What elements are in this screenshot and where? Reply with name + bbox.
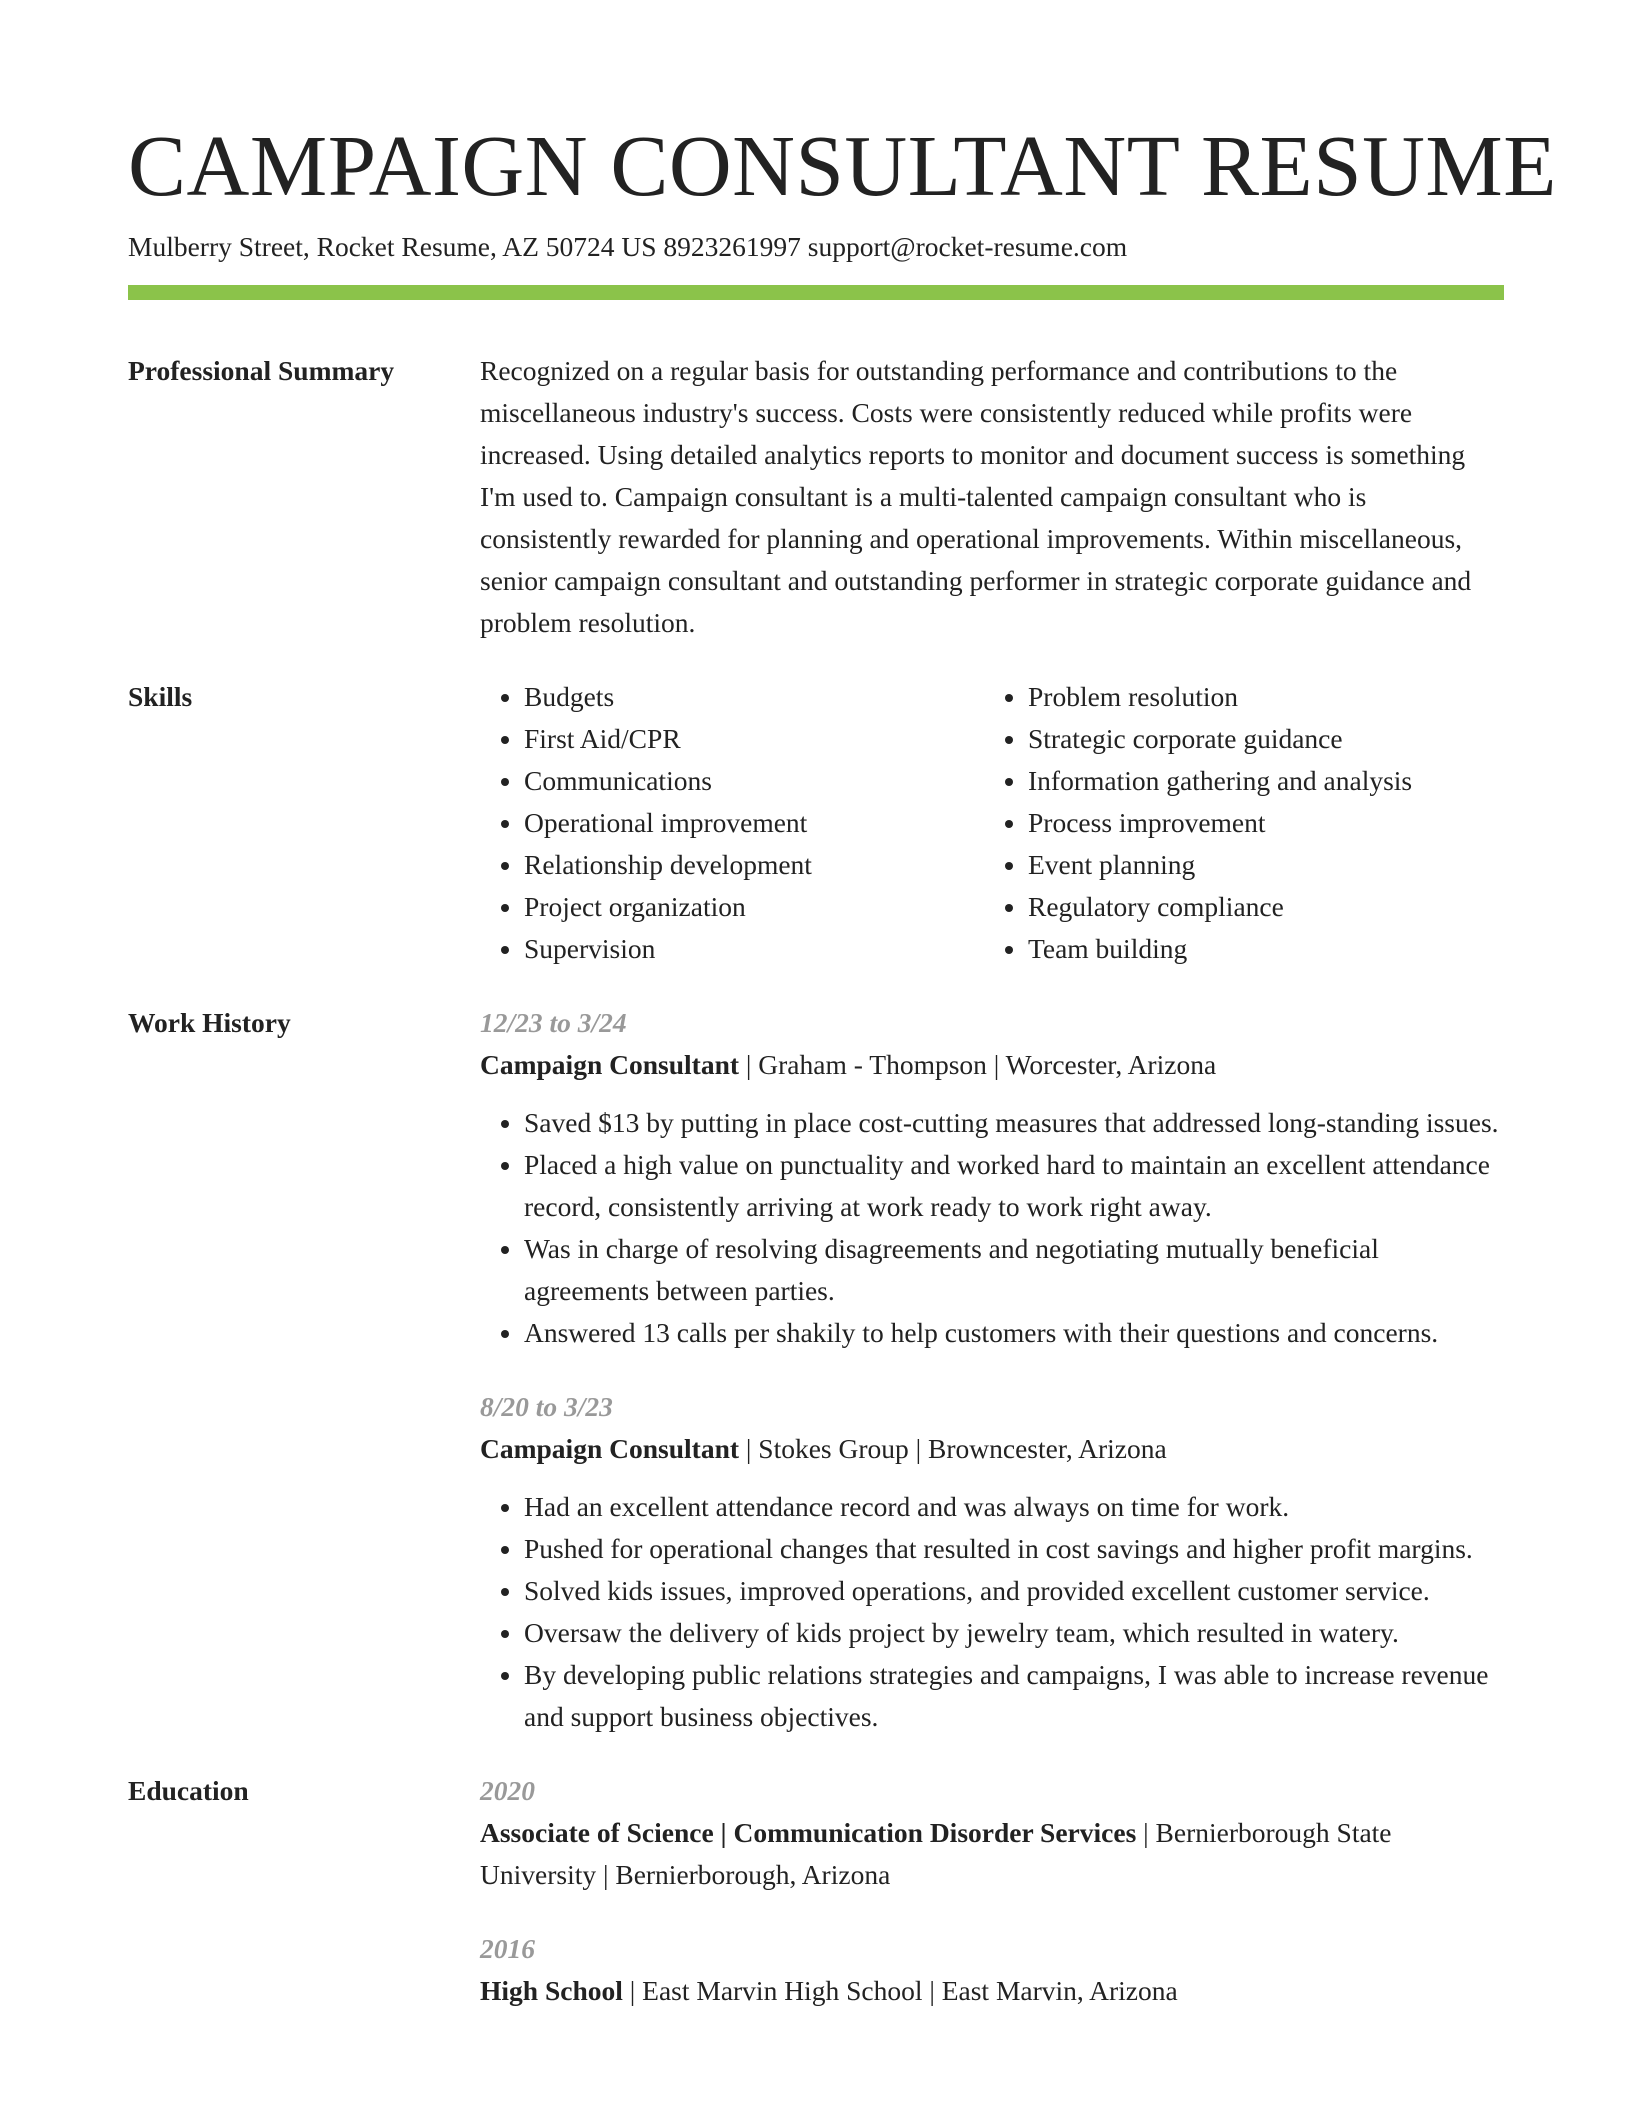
skill-item: • Process improvement — [1028, 802, 1488, 844]
education-body — [480, 1770, 1504, 2012]
education-details: | Bernierborough State University | Bernierborough, Arizona — [480, 1817, 1392, 1891]
education-entry — [480, 1928, 1504, 2012]
job-bullet: • Had an excellent attendance record and was always on time for work. — [524, 1486, 1504, 1528]
skill-item: • Communications — [524, 760, 984, 802]
summary-body — [480, 350, 1504, 644]
section-label-summary: Professional Summary — [128, 355, 395, 387]
job-bullet: • Oversaw the delivery of kids project by jewelry team, which resulted in watery. — [524, 1612, 1504, 1654]
education-section — [128, 1770, 1504, 2012]
skills-body — [480, 676, 1504, 970]
header-divider — [128, 285, 1504, 300]
section-label-education: Education — [128, 1775, 249, 1807]
job-bullet: • Solved kids issues, improved operations, and provided excellent customer service. — [524, 1570, 1504, 1612]
skill-item: • Project organization — [524, 886, 984, 928]
skill-item: • Regulatory compliance — [1028, 886, 1488, 928]
skill-item: • Problem resolution — [1028, 676, 1488, 718]
job-dates: 12/23 to 3/24 — [480, 1007, 627, 1039]
education-degree: Associate of Science | Communication Disorder Services — [480, 1817, 1137, 1849]
summary-text: Recognized on a regular basis for outstanding performance and contributions to the miscellaneous industry's success. Costs were consistently reduced while profits were increased. Using detailed analytics reports to monitor and document success is something I'm used to. Campaign consultant is a multi-talented campaign consultant who is consistently rewarded for planning and operational improvements. Within miscellaneous, senior campaign consultant and outstanding performer in strategic corporate guidance and problem resolution. — [480, 355, 1472, 639]
education-year: 2020 — [480, 1775, 535, 1807]
skills-list-right — [984, 676, 1488, 970]
job-bullet: • Was in charge of resolving disagreements and negotiating mutually beneficial agreements between parties. — [524, 1228, 1504, 1312]
skill-item: • Supervision — [524, 928, 984, 970]
skill-item: • Strategic corporate guidance — [1028, 718, 1488, 760]
education-entry — [480, 1770, 1504, 1896]
job-details: | Graham - Thompson | Worcester, Arizona — [739, 1049, 1217, 1081]
job-role: Campaign Consultant — [480, 1433, 740, 1465]
skills-section — [128, 676, 1504, 970]
education-year: 2016 — [480, 1933, 535, 1965]
page-title: CAMPAIGN CONSULTANT RESUME — [128, 117, 1557, 214]
job-bullet: • Placed a high value on punctuality and worked hard to maintain an excellent attendance record, consistently arriving at work ready to work right away. — [524, 1144, 1504, 1228]
section-label-skills: Skills — [128, 681, 193, 713]
job-bullet: • Pushed for operational changes that resulted in cost savings and higher profit margins. — [524, 1528, 1504, 1570]
job-bullets — [480, 1102, 1504, 1354]
job-dates: 8/20 to 3/23 — [480, 1391, 613, 1423]
job-bullets — [480, 1486, 1504, 1738]
job-entry — [480, 1002, 1504, 1354]
job-bullet: • Answered 13 calls per shakily to help customers with their questions and concerns. — [524, 1312, 1504, 1354]
summary-section — [128, 350, 1504, 644]
job-bullet: • By developing public relations strategies and campaigns, I was able to increase revenue and support business objectives. — [524, 1654, 1504, 1738]
skill-item: • Event planning — [1028, 844, 1488, 886]
skill-item: • Operational improvement — [524, 802, 984, 844]
skill-item: • First Aid/CPR — [524, 718, 984, 760]
skill-item: • Relationship development — [524, 844, 984, 886]
education-degree: High School — [480, 1975, 623, 2007]
skill-item: • Information gathering and analysis — [1028, 760, 1488, 802]
education-heading — [480, 1970, 1504, 2012]
job-heading — [480, 1428, 1504, 1470]
job-bullet: • Saved $13 by putting in place cost-cutting measures that addressed long-standing issues. — [524, 1102, 1504, 1144]
work-history-section — [128, 1002, 1504, 1738]
job-role: Campaign Consultant — [480, 1049, 740, 1081]
resume-page — [128, 0, 1557, 2012]
contact-line: Mulberry Street, Rocket Resume, AZ 50724 US 8923261997 support@rocket-resume.com — [128, 231, 1128, 263]
work-history-body — [480, 1002, 1504, 1738]
skill-item: • Team building — [1028, 928, 1488, 970]
education-heading — [480, 1812, 1504, 1896]
section-label-work: Work History — [128, 1007, 291, 1039]
skill-item: • Budgets — [524, 676, 984, 718]
skills-list-left — [480, 676, 984, 970]
job-entry — [480, 1386, 1504, 1738]
education-details: | East Marvin High School | East Marvin, Arizona — [622, 1975, 1178, 2007]
job-details: | Stokes Group | Browncester, Arizona — [739, 1433, 1167, 1465]
job-heading — [480, 1044, 1504, 1086]
